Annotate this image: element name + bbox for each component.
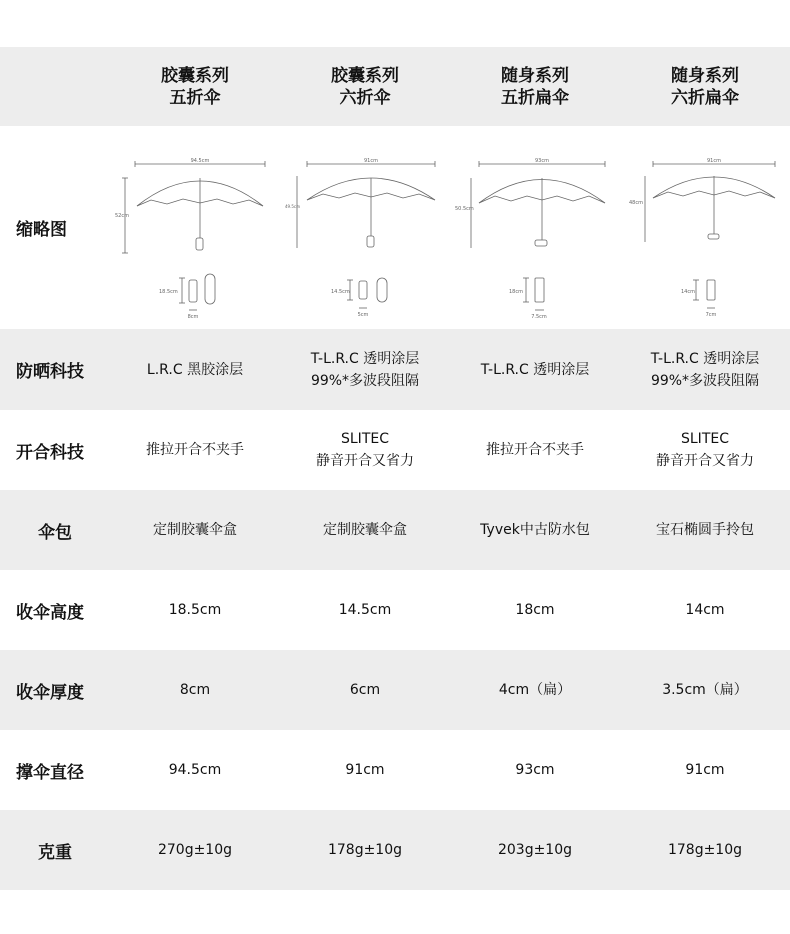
- spec-cell: [110, 490, 280, 570]
- spec-text: 99%*多波段阻隔: [650, 372, 760, 389]
- column-series: 随身系列: [501, 65, 569, 86]
- spec-text: 94.5cm: [168, 762, 222, 778]
- column-header: [450, 47, 620, 126]
- umbrella-diagram-icon: [455, 138, 615, 318]
- spec-cell: [620, 570, 790, 650]
- height-dim: 49.5cm: [285, 203, 301, 209]
- spec-text: 203g±10g: [497, 842, 573, 858]
- spec-text: 93cm: [515, 762, 555, 778]
- spec-text: 8cm: [179, 682, 211, 698]
- umbrella-thumbnail: [450, 126, 620, 329]
- umbrella-thumbnail: [620, 126, 790, 329]
- spec-row: [0, 570, 790, 650]
- spec-text: 静音开合又省力: [656, 453, 754, 469]
- spec-cell: [620, 410, 790, 490]
- spec-text: 178g±10g: [327, 842, 403, 858]
- spec-cell: [110, 329, 280, 410]
- row-label: 收伞厚度: [16, 682, 84, 703]
- spec-text: 宝石椭圆手拎包: [656, 522, 754, 538]
- umbrella-diagram-icon: [625, 138, 785, 318]
- spec-cell: [450, 730, 620, 810]
- spec-cell: [280, 570, 450, 650]
- folded-width-dim: 7.5cm: [531, 313, 547, 318]
- column-header: [620, 47, 790, 126]
- spec-cell: [280, 730, 450, 810]
- spec-row: [0, 329, 790, 410]
- column-series: 胶囊系列: [331, 65, 399, 86]
- column-model: 六折伞: [339, 87, 391, 108]
- spec-cell: [620, 730, 790, 810]
- spec-text: T-L.R.C 透明涂层: [650, 350, 760, 367]
- spec-text: 3.5cm（扁）: [662, 682, 748, 698]
- folded-height-dim: 18.5cm: [159, 288, 178, 295]
- spec-cell: [620, 329, 790, 410]
- row-label: 开合科技: [16, 442, 84, 463]
- spec-text: 定制胶囊伞盒: [323, 522, 407, 538]
- spec-row: [0, 810, 790, 890]
- spec-cell: [280, 410, 450, 490]
- spec-text: SLITEC: [681, 431, 729, 447]
- spec-cell: [110, 650, 280, 730]
- folded-height-dim: 14.5cm: [331, 288, 350, 295]
- spec-cell: [280, 490, 450, 570]
- folded-height-dim: 18cm: [509, 288, 523, 295]
- spec-table: [0, 47, 790, 890]
- spec-cell: [450, 570, 620, 650]
- column-header: [110, 47, 280, 126]
- spec-text: 推拉开合不夹手: [146, 442, 244, 458]
- umbrella-diagram-icon: [115, 138, 275, 318]
- spec-cell: [110, 570, 280, 650]
- spec-cell: [450, 810, 620, 890]
- spec-row: [0, 490, 790, 570]
- spec-row: [0, 410, 790, 490]
- height-dim: 48cm: [629, 199, 643, 206]
- spec-text: 91cm: [685, 762, 725, 778]
- spec-row: [0, 650, 790, 730]
- spec-text: 178g±10g: [667, 842, 743, 858]
- spec-cell: [450, 490, 620, 570]
- umbrella-thumbnail: [110, 126, 280, 329]
- height-dim: 52cm: [115, 212, 129, 219]
- row-label: 防晒科技: [16, 362, 84, 382]
- width-dim: 93cm: [535, 157, 549, 164]
- height-dim: 50.5cm: [455, 205, 474, 212]
- spec-row: [0, 730, 790, 810]
- spec-text: Tyvek中古防水包: [480, 522, 590, 538]
- spec-cell: [280, 650, 450, 730]
- umbrella-thumbnail: [280, 126, 450, 329]
- column-model: 六折扁伞: [671, 87, 739, 108]
- column-series: 随身系列: [671, 65, 739, 86]
- spec-text: 14cm: [685, 602, 725, 618]
- spec-cell: [620, 650, 790, 730]
- spec-text: T-L.R.C 透明涂层: [310, 350, 420, 367]
- header-row: [0, 47, 790, 126]
- folded-height-dim: 14cm: [681, 288, 695, 295]
- thumbnail-row: [0, 126, 790, 329]
- spec-text: 18.5cm: [168, 602, 222, 618]
- spec-text: 定制胶囊伞盒: [153, 522, 237, 538]
- width-dim: 91cm: [364, 157, 378, 164]
- spec-cell: [620, 810, 790, 890]
- folded-width-dim: 5cm: [357, 311, 369, 318]
- spec-text: 270g±10g: [157, 842, 233, 858]
- width-dim: 91cm: [707, 157, 721, 164]
- column-model: 五折伞: [169, 87, 221, 108]
- row-label: 伞包: [38, 522, 72, 543]
- spec-cell: [450, 329, 620, 410]
- spec-text: 91cm: [345, 762, 385, 778]
- spec-cell: [110, 810, 280, 890]
- column-header: [280, 47, 450, 126]
- spec-text: 99%*多波段阻隔: [310, 372, 420, 389]
- folded-width-dim: 8cm: [187, 313, 199, 318]
- spec-text: 静音开合又省力: [316, 453, 414, 469]
- spec-cell: [280, 810, 450, 890]
- row-label: 收伞高度: [16, 602, 84, 623]
- row-label: 克重: [38, 842, 72, 863]
- spec-text: 推拉开合不夹手: [486, 442, 584, 458]
- spec-cell: [620, 490, 790, 570]
- spec-text: 14.5cm: [338, 602, 392, 618]
- spec-cell: [450, 410, 620, 490]
- spec-text: 6cm: [349, 682, 381, 698]
- spec-text: T-L.R.C 透明涂层: [480, 361, 590, 378]
- folded-width-dim: 7cm: [705, 311, 717, 318]
- thumbnail-label: 缩略图: [16, 220, 67, 240]
- spec-text: L.R.C 黑胶涂层: [146, 361, 244, 378]
- width-dim: 94.5cm: [190, 157, 210, 164]
- spec-text: SLITEC: [341, 431, 389, 447]
- spec-cell: [110, 410, 280, 490]
- spec-cell: [450, 650, 620, 730]
- spec-text: 18cm: [515, 602, 555, 618]
- umbrella-diagram-icon: [285, 138, 445, 318]
- column-series: 胶囊系列: [161, 65, 229, 86]
- spec-cell: [280, 329, 450, 410]
- row-label: 撑伞直径: [16, 762, 84, 783]
- column-model: 五折扁伞: [501, 87, 569, 108]
- header-corner: [0, 47, 110, 126]
- spec-cell: [110, 730, 280, 810]
- spec-text: 4cm（扁）: [498, 682, 572, 698]
